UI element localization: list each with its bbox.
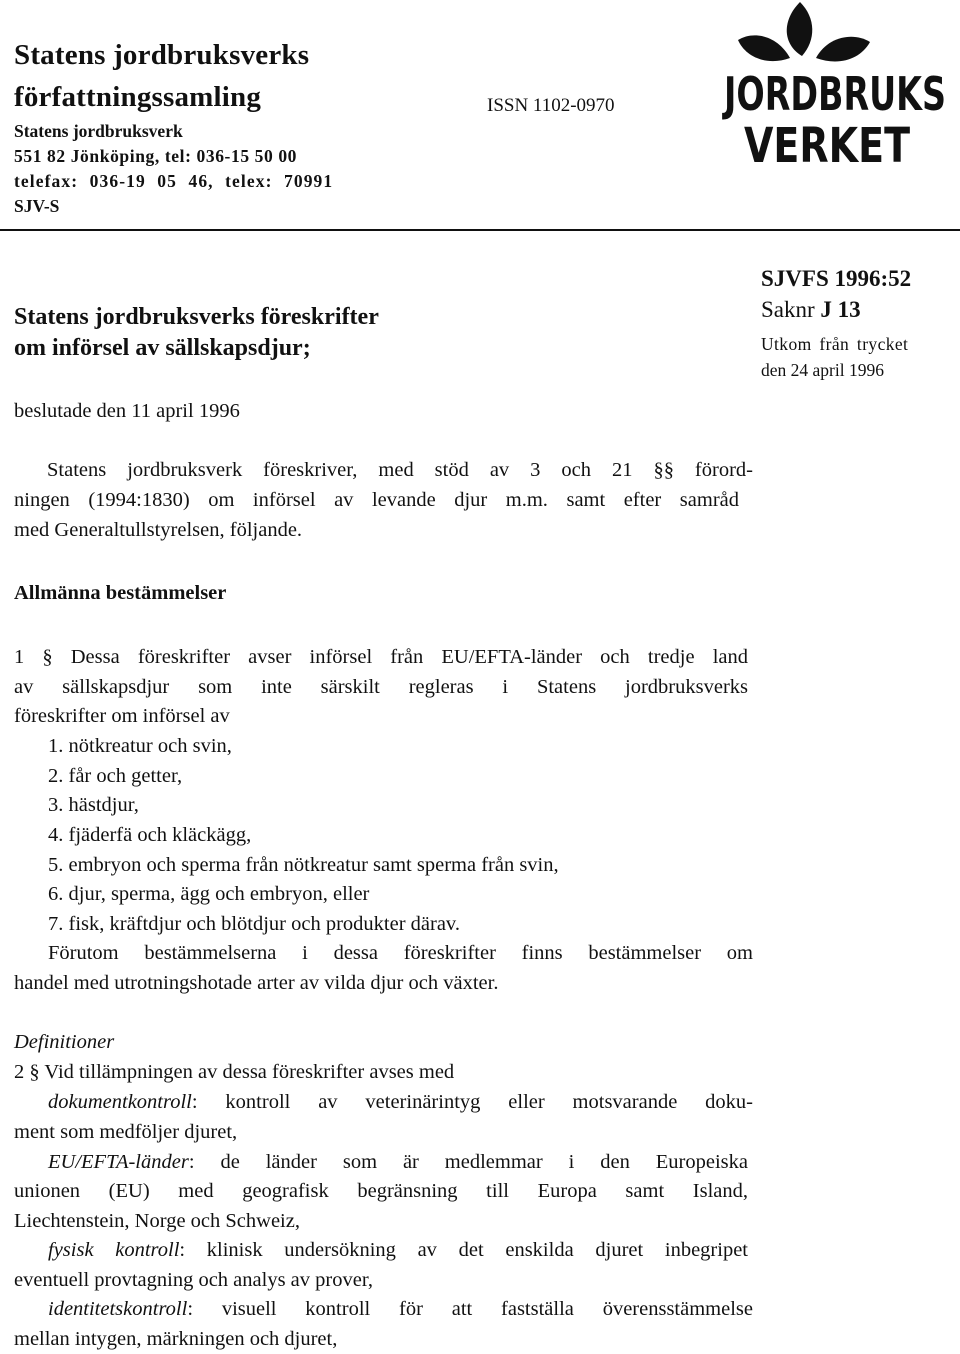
- saknr-value: J 13: [820, 297, 861, 322]
- header-divider: [0, 229, 960, 231]
- section-heading-general: Allmänna bestämmelser: [14, 582, 227, 604]
- preamble-line2: ningen (1994:1830) om införsel av levande djur m.m. samt efter samråd: [14, 489, 739, 511]
- saknr-line: [761, 297, 861, 323]
- definition-term: identitetskontroll: [48, 1298, 188, 1320]
- publisher-fax: telefax: 036-19 05 46, telex: 70991: [14, 171, 334, 191]
- paragraph2-line1: Förutom bestämmelserna i dessa föreskrifter finns bestämmelser om: [48, 942, 753, 964]
- list-item: 5. embryon och sperma från nötkreatur samt sperma från svin,: [48, 854, 559, 876]
- decision-date: beslutade den 11 april 1996: [14, 400, 240, 422]
- regulation-title-line1: Statens jordbruksverks föreskrifter: [14, 304, 379, 330]
- paragraph1-line3: föreskrifter om införsel av: [14, 705, 230, 727]
- section-heading-definitions: Definitioner: [14, 1031, 115, 1053]
- jordbruksverket-logo: [720, 2, 952, 172]
- issn-number: ISSN 1102-0970: [487, 95, 615, 116]
- list-item: 6. djur, sperma, ägg och embryon, eller: [48, 883, 370, 905]
- list-item: 2. får och getter,: [48, 765, 183, 787]
- definition-physical-check-line1: [48, 1235, 748, 1265]
- logo-text-line2: VERKET: [744, 118, 911, 172]
- definition-eu-efta-line3: Liechtenstein, Norge och Schweiz,: [14, 1210, 300, 1232]
- paragraph1-line1: 1 § Dessa föreskrifter avser införsel från EU/EFTA-länder och tredje land: [14, 646, 748, 668]
- publisher-address: 551 82 Jönköping, tel: 036-15 50 00: [14, 146, 298, 166]
- list-item: 4. fjäderfä och kläckägg,: [48, 824, 252, 846]
- preamble-line3: med Generaltullstyrelsen, följande.: [14, 519, 303, 541]
- definition-term: EU/EFTA-länder: [48, 1151, 189, 1173]
- list-item: 7. fisk, kräftdjur och blötdjur och produkter därav.: [48, 913, 460, 935]
- published-label: Utkom från trycket: [761, 334, 909, 354]
- definition-eu-efta-line1: [48, 1147, 748, 1177]
- definition-document-check-line2: ment som medföljer djuret,: [14, 1121, 238, 1143]
- definition-identity-check-line2: mellan intygen, märkningen och djuret,: [14, 1328, 338, 1350]
- paragraph2-line2: handel med utrotningshotade arter av vilda djur och växter.: [14, 972, 499, 994]
- list-item: 1. nötkreatur och svin,: [48, 735, 232, 757]
- sjvfs-number: SJVFS 1996:52: [761, 266, 912, 291]
- definition-text: : visuell kontroll för att fastställa överensstämmelse: [187, 1298, 753, 1320]
- publisher-code: SJV-S: [14, 196, 60, 216]
- definition-eu-efta-line2: unionen (EU) med geografisk begränsning till Europa samt Island,: [14, 1180, 748, 1202]
- definition-text: : de länder som är medlemmar i den Europeiska: [188, 1151, 748, 1173]
- saknr-label: Saknr: [761, 297, 815, 322]
- definition-document-check-line1: [48, 1087, 753, 1117]
- publisher-name: Statens jordbruksverk: [14, 121, 183, 141]
- definition-text: : klinisk undersökning av det enskilda djuret inbegripet: [179, 1239, 748, 1261]
- preamble-line1: Statens jordbruksverk föreskriver, med stöd av 3 och 21 §§ förord-: [47, 459, 753, 481]
- leaf-logo-icon: [720, 2, 952, 172]
- collection-title-line2: författningssamling: [14, 81, 262, 113]
- definition-identity-check-line1: [48, 1294, 753, 1324]
- published-date: den 24 april 1996: [761, 360, 884, 380]
- definitions-intro: 2 § Vid tillämpningen av dessa föreskrifter avses med: [14, 1061, 455, 1083]
- definition-text: : kontroll av veterinärintyg eller motsvarande doku-: [191, 1091, 753, 1113]
- paragraph1-line2: av sällskapsdjur som inte särskilt regleras i Statens jordbruksverks: [14, 676, 748, 698]
- definition-term: dokumentkontroll: [48, 1091, 192, 1113]
- list-item: 3. hästdjur,: [48, 794, 139, 816]
- collection-title-line1: Statens jordbruksverks: [14, 39, 310, 71]
- definition-term: fysisk kontroll: [48, 1239, 180, 1261]
- regulation-title-line2: om införsel av sällskapsdjur;: [14, 335, 311, 361]
- logo-text-line1: JORDBRUKS: [721, 67, 946, 121]
- definition-physical-check-line2: eventuell provtagning och analys av prover,: [14, 1269, 373, 1291]
